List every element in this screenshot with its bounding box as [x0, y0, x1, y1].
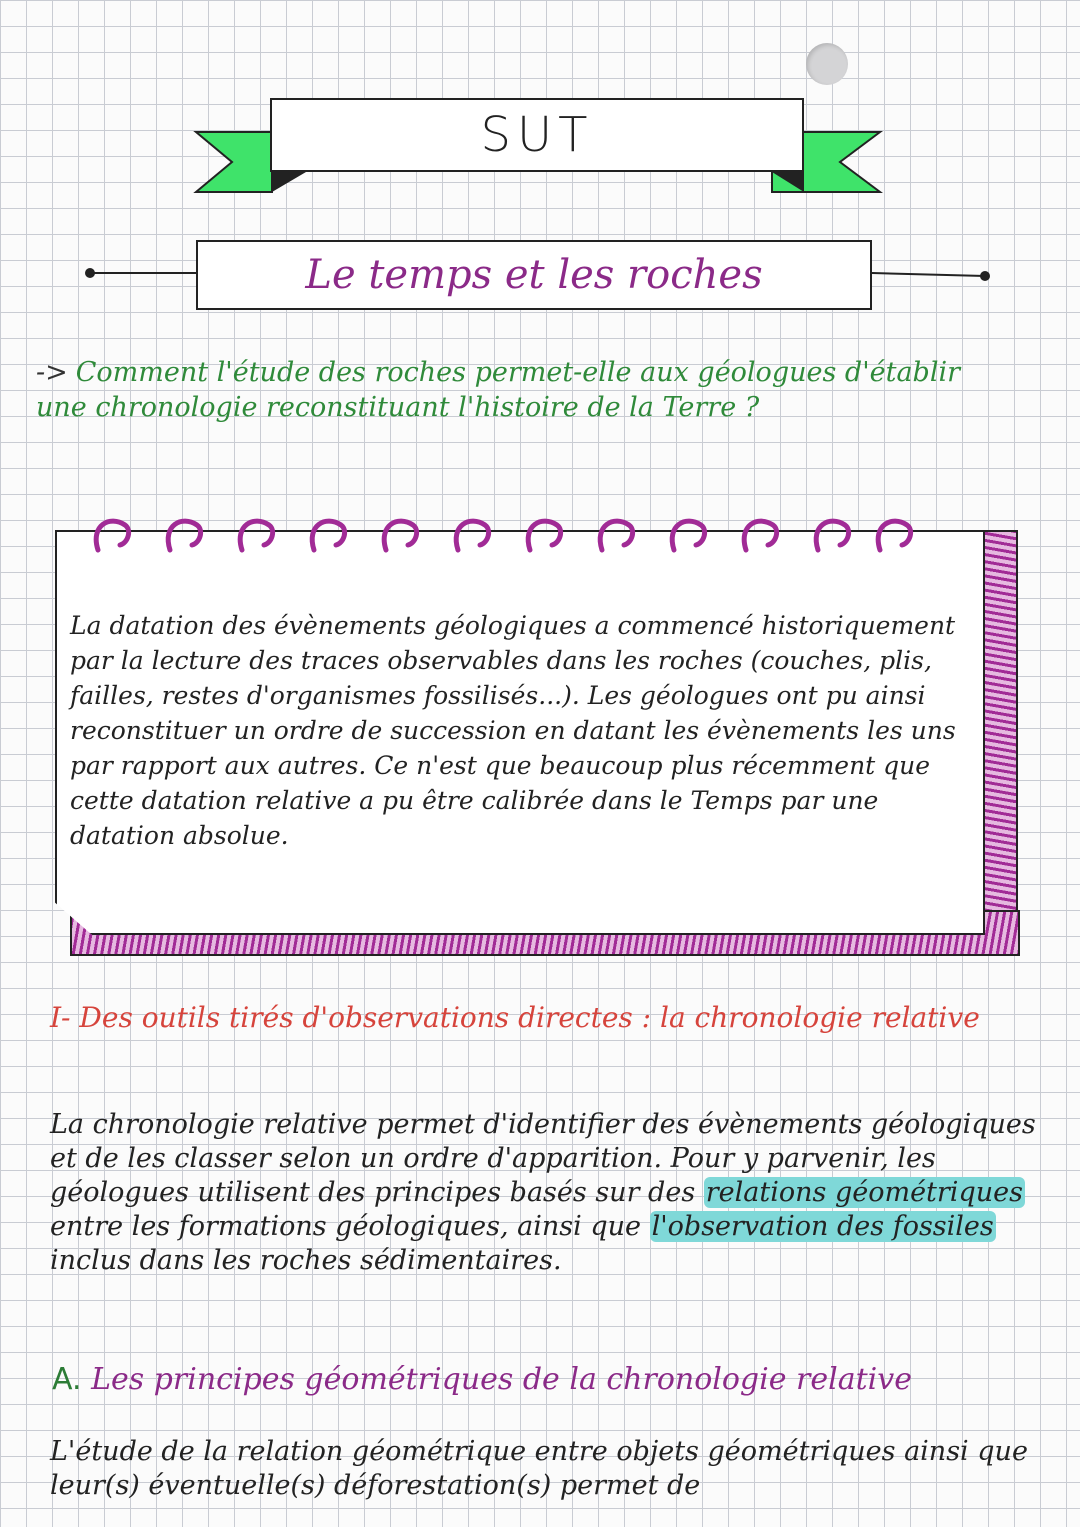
paragraph-1-part-1: La chronologie relative permet d'identifier des évènements géologiques et de les classer selon un ordre d'apparition. Pour y parvenir, les géologues utilisent des principes basés sur des	[50, 1109, 1036, 1208]
question-text: Comment l'étude des roches permet-elle aux géologues d'établir une chronologie reconstituant l'histoire de la Terre ?	[36, 357, 960, 423]
paragraph-1	[50, 1108, 1050, 1278]
spiral-rings-icon	[90, 505, 950, 565]
arrow-icon: ->	[36, 357, 68, 388]
paragraph-2: L'étude de la relation géométrique entre objets géométriques ainsi que leur(s) éventuelle(s) déforestation(s) permet de	[50, 1436, 1028, 1501]
section-1-title: I- Des outils tirés d'observations directes : la chronologie relative	[50, 1001, 980, 1034]
subsection-a-letter: A.	[52, 1362, 82, 1397]
notebook-side-shading	[982, 530, 1018, 956]
subsection-a-text: Les principes géométriques de la chronologie relative	[91, 1362, 912, 1397]
highlight-geometric-relations: relations géométriques	[705, 1177, 1023, 1208]
highlight-fossil-observation: l'observation des fossiles	[651, 1211, 994, 1242]
subsection-a-title	[52, 1360, 1062, 1400]
paragraph-1-part-3: inclus dans les roches sédimentaires.	[50, 1245, 562, 1276]
paragraph-1-part-2: entre les formations géologiques, ainsi que	[50, 1211, 650, 1242]
title-banner	[270, 98, 804, 172]
problem-question	[36, 355, 996, 425]
subtitle-banner	[196, 240, 872, 310]
intro-text: La datation des évènements géologiques a commencé historiquement par la lecture des traces observables dans les roches (couches, plis, failles, restes d'organismes fossilisés...). Les géologues ont pu ainsi reconstituer un ordre de succession en datant les évènements les uns par rapport aux autres. Ce n'est que beaucoup plus récemment que cette datation relative a pu être calibrée dans le Temps par une datation absolue.	[70, 611, 956, 850]
page-title: SUT	[480, 107, 594, 163]
page-subtitle: Le temps et les roches	[305, 252, 763, 298]
